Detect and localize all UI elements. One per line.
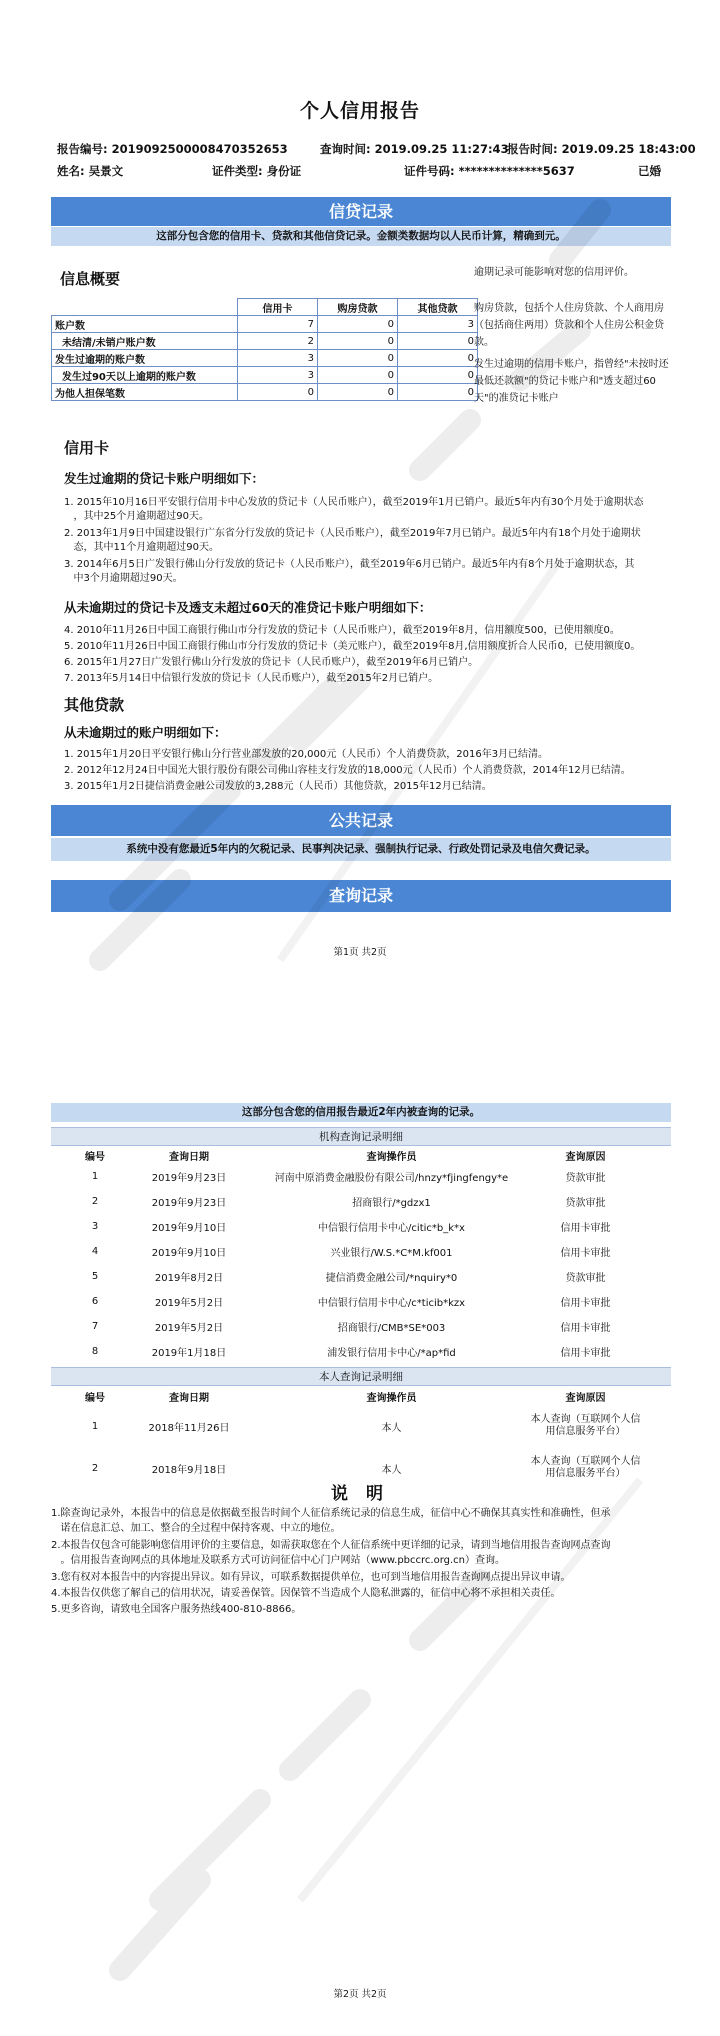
table-header-row	[72, 1147, 648, 1164]
summary-cell: 0	[318, 333, 398, 350]
table-row	[72, 1339, 648, 1364]
report-time: 报告时间: 2019.09.25 18:43:00	[507, 142, 696, 156]
header-cell: 编号	[85, 1152, 105, 1163]
overdue-card-line: 2. 2013年1月9日中国建设银行广东省分行发放的贷记卡（人民币账户），截至2019年7月已销户。最近5年内有18个月处于逾期状	[64, 528, 641, 539]
normal-cards-title: 从未逾期过的贷记卡及透支未超过60天的准贷记卡账户明细如下：	[64, 600, 432, 615]
cell-reason: 贷款审批	[565, 1273, 606, 1284]
table-header-row	[72, 1388, 648, 1405]
cell-number: 7	[91, 1321, 99, 1332]
public-records-banner: 公共记录	[51, 805, 671, 836]
table-row	[72, 1189, 648, 1214]
cell-date: 2019年9月10日	[151, 1223, 227, 1234]
summary-cell: 0	[318, 350, 398, 367]
summary-cell: 0	[398, 350, 478, 367]
header-cell: 查询日期	[169, 1152, 209, 1163]
report-page-1	[0, 0, 720, 1000]
cell-reason: 信用卡审批	[560, 1323, 611, 1334]
side-note-overdue-card: 发生过逾期的信用卡账户，指曾经"未按时还最低还款额"的贷记卡账户和"透支超过60天"的准贷记卡账户	[474, 359, 669, 404]
cell-reason-text: 本人查询（互联网个人信用信息服务平台）	[530, 1456, 641, 1479]
side-note-housing-loan: 购房贷款，包括个人住房贷款、个人商用房（包括商住两用）贷款和个人住房公积金贷款。	[474, 303, 664, 348]
cell-reason: 信用卡审批	[560, 1348, 611, 1359]
cell-reason: 信用卡审批	[560, 1223, 611, 1234]
summary-cell: 0	[318, 367, 398, 384]
query-time: 查询时间: 2019.09.25 11:27:43	[320, 142, 509, 156]
summary-cell: 3	[238, 367, 318, 384]
note-line: 5.更多咨询，请致电全国客户服务热线400-810-8866。	[51, 1604, 302, 1615]
cell-reason: 贷款审批	[565, 1173, 606, 1184]
summary-header-row	[52, 299, 478, 316]
normal-loans-title: 从未逾期过的账户明细如下：	[64, 725, 227, 740]
cell-number: 4	[91, 1246, 99, 1257]
cell-operator: 中信银行信用卡中心/c*ticib*kzx	[317, 1298, 466, 1309]
cell-number: 6	[91, 1296, 99, 1307]
cell-date: 2019年9月23日	[151, 1198, 227, 1209]
summary-cell: 0	[238, 384, 318, 401]
summary-cell: 7	[238, 316, 318, 333]
overdue-card-line: 态，其中11个月逾期超过90天。	[64, 542, 219, 553]
person-name: 姓名: 吴景文	[57, 164, 124, 178]
summary-row-label: 发生过90天以上逾期的账户数	[52, 367, 238, 384]
summary-row-label: 未结清/未销户账户数	[52, 333, 238, 350]
header-cell: 编号	[85, 1393, 105, 1404]
id-type: 证件类型: 身份证	[212, 164, 302, 178]
summary-cell: 0	[398, 384, 478, 401]
normal-card-line: 5. 2010年11月26日中国工商银行佛山市分行发放的贷记卡（美元账户），截至2019年8月,信用额度折合人民币0，已使用额度0。	[64, 641, 641, 652]
cell-operator: 本人	[381, 1464, 402, 1476]
note-line: 1.除查询记录外，本报告中的信息是依据截至报告时间个人征信系统记录的信息生成，征信中心不确保其真实性和准确性，但承	[51, 1508, 611, 1519]
loan-line: 3. 2015年1月2日捷信消费金融公司发放的3,288元（人民币）其他贷款，2015年12月已结清。	[64, 781, 492, 792]
summary-header-cell: 购房贷款	[318, 299, 398, 316]
side-note-overdue: 逾期记录可能影响对您的信用评价。	[474, 267, 634, 278]
summary-cell: 2	[238, 333, 318, 350]
summary-row	[52, 350, 478, 367]
overdue-card-line: 中3个月逾期超过90天。	[64, 573, 183, 584]
overdue-card-line: 3. 2014年6月5日广发银行佛山分行发放的贷记卡（人民币账户），截至2019年6月已销户。最近5年内有8个月处于逾期状态，其	[64, 559, 635, 570]
note-line: 。信用报告查询网点的具体地址及联系方式可访问征信中心门户网站（www.pbccrc.org.cn）查询。	[51, 1555, 506, 1566]
page-footer: 第1页 共2页	[333, 947, 387, 958]
cell-operator: 招商银行/CMB*SE*003	[337, 1323, 446, 1334]
marital-status: 已婚	[638, 164, 661, 178]
header-cell: 查询操作员	[366, 1152, 417, 1163]
credit-records-banner: 信贷记录	[51, 197, 671, 226]
note-line: 4.本报告仅供您了解自己的信用状况，请妥善保管。因保管不当造成个人隐私泄露的，征信中心将不承担相关责任。	[51, 1588, 561, 1599]
report-number: 报告编号: 2019092500008470352653	[57, 142, 288, 156]
summary-cell: 0	[398, 333, 478, 350]
query-records-description: 这部分包含您的信用报告最近2年内被查询的记录。	[51, 1103, 671, 1122]
summary-row	[52, 316, 478, 333]
summary-cell: 3	[398, 316, 478, 333]
summary-row-label: 账户数	[52, 316, 238, 333]
page-footer: 第2页 共2页	[333, 1989, 387, 2000]
summary-corner-cell	[52, 299, 238, 316]
normal-card-line: 4. 2010年11月26日中国工商银行佛山市分行发放的贷记卡（人民币账户），截至2019年8月，信用额度500，已使用额度0。	[64, 625, 620, 636]
summary-row	[52, 384, 478, 401]
cell-operator: 中信银行信用卡中心/citic*b_k*x	[318, 1223, 465, 1234]
cell-date: 2019年5月2日	[154, 1323, 224, 1334]
notes-title: 说 明	[331, 1484, 389, 1504]
query-records-banner: 查询记录	[51, 880, 671, 912]
cell-reason	[523, 1405, 648, 1447]
credit-card-title: 信用卡	[64, 439, 110, 457]
summary-cell: 0	[318, 316, 398, 333]
public-records-description: 系统中没有您最近5年内的欠税记录、民事判决记录、强制执行记录、行政处罚记录及电信欠费记录。	[51, 838, 671, 861]
overdue-card-line: 1. 2015年10月16日平安银行信用卡中心发放的贷记卡（人民币账户），截至2019年1月已销户。最近5年内有30个月处于逾期状态	[64, 497, 644, 508]
cell-operator: 兴业银行/W.S.*C*M.kf001	[330, 1248, 453, 1259]
cell-operator: 河南中原消费金融股份有限公司/hnzy*fjingfengy*e	[274, 1173, 509, 1184]
summary-header-cell: 信用卡	[238, 299, 318, 316]
summary-cell: 0	[318, 384, 398, 401]
header-cell: 查询操作员	[366, 1393, 417, 1404]
cell-number: 3	[91, 1221, 99, 1232]
cell-date: 2018年9月18日	[151, 1464, 227, 1476]
cell-operator: 捷信消费金融公司/*nquiry*0	[325, 1273, 458, 1284]
loan-line: 2. 2012年12月24日中国光大银行股份有限公司佛山容桂支行发放的18,000元（人民币）个人消费贷款，2014年12月已结清。	[64, 765, 631, 776]
cell-reason: 贷款审批	[565, 1198, 606, 1209]
summary-row	[52, 367, 478, 384]
table-row	[72, 1164, 648, 1189]
table-row	[72, 1405, 648, 1447]
cell-date: 2019年9月23日	[151, 1173, 227, 1184]
cell-number: 5	[91, 1271, 99, 1282]
summary-row	[52, 333, 478, 350]
table-row	[72, 1264, 648, 1289]
header-cell: 查询原因	[565, 1393, 606, 1404]
summary-row-label: 为他人担保笔数	[52, 384, 238, 401]
table-row	[72, 1314, 648, 1339]
overview-title: 信息概要	[60, 270, 121, 288]
summary-table	[51, 298, 478, 401]
normal-card-line: 7. 2013年5月14日中信银行发放的贷记卡（人民币账户），截至2015年2月已销户。	[64, 673, 439, 684]
cell-number: 1	[91, 1420, 99, 1432]
credit-records-description: 这部分包含您的信用卡、贷款和其他信贷记录。金额类数据均以人民币计算，精确到元。	[51, 227, 671, 246]
cell-number: 2	[91, 1462, 99, 1474]
summary-cell: 0	[398, 367, 478, 384]
cell-date: 2019年5月2日	[154, 1298, 224, 1309]
cell-reason-text: 本人查询（互联网个人信用信息服务平台）	[530, 1414, 641, 1437]
cell-operator: 本人	[381, 1422, 402, 1434]
note-line: 2.本报告仅包含可能影响您信用评价的主要信息，如需获取您在个人征信系统中更详细的记录，请到当地信用报告查询网点查询	[51, 1540, 611, 1551]
summary-header-cell: 其他贷款	[398, 299, 478, 316]
note-line: 3.您有权对本报告中的内容提出异议。如有异议，可联系数据提供单位，也可到当地信用报告查询网点提出异议申请。	[51, 1572, 571, 1583]
cell-reason: 信用卡审批	[560, 1298, 611, 1309]
other-loans-title: 其他贷款	[64, 696, 125, 714]
overdue-cards-title: 发生过逾期的贷记卡账户明细如下：	[64, 471, 265, 486]
table-row	[72, 1289, 648, 1314]
cell-number: 2	[91, 1196, 99, 1207]
header-cell: 查询日期	[169, 1393, 209, 1404]
cell-date: 2019年9月10日	[151, 1248, 227, 1259]
note-line: 诺在信息汇总、加工、整合的全过程中保持客观、中立的地位。	[51, 1523, 341, 1534]
normal-card-line: 6. 2015年1月27日广发银行佛山分行发放的贷记卡（人民币账户），截至2019年6月已销户。	[64, 657, 479, 668]
cell-operator: 招商银行/*gdzx1	[352, 1198, 431, 1209]
self-query-title: 本人查询记录明细	[51, 1367, 671, 1386]
cell-date: 2018年11月26日	[148, 1422, 230, 1434]
institution-query-title: 机构查询记录明细	[51, 1127, 671, 1146]
self-query-table	[72, 1388, 648, 1489]
loan-line: 1. 2015年1月20日平安银行佛山分行营业部发放的20,000元（人民币）个人消费贷款，2016年3月已结清。	[64, 749, 549, 760]
cell-operator: 浦发银行信用卡中心/*ap*fid	[327, 1348, 456, 1359]
table-row	[72, 1214, 648, 1239]
id-number: 证件号码: **************5637	[404, 164, 575, 178]
table-row	[72, 1239, 648, 1264]
cell-date: 2019年8月2日	[154, 1273, 224, 1284]
cell-reason: 信用卡审批	[560, 1248, 611, 1259]
header-cell: 查询原因	[565, 1152, 606, 1163]
overdue-card-line: ，其中25个月逾期超过90天。	[64, 511, 209, 522]
cell-date: 2019年1月18日	[151, 1348, 227, 1359]
summary-cell: 3	[238, 350, 318, 367]
cell-number: 8	[91, 1346, 99, 1357]
report-title: 个人信用报告	[299, 100, 420, 122]
institution-query-table	[72, 1147, 648, 1364]
cell-number: 1	[91, 1171, 99, 1182]
summary-row-label: 发生过逾期的账户数	[52, 350, 238, 367]
